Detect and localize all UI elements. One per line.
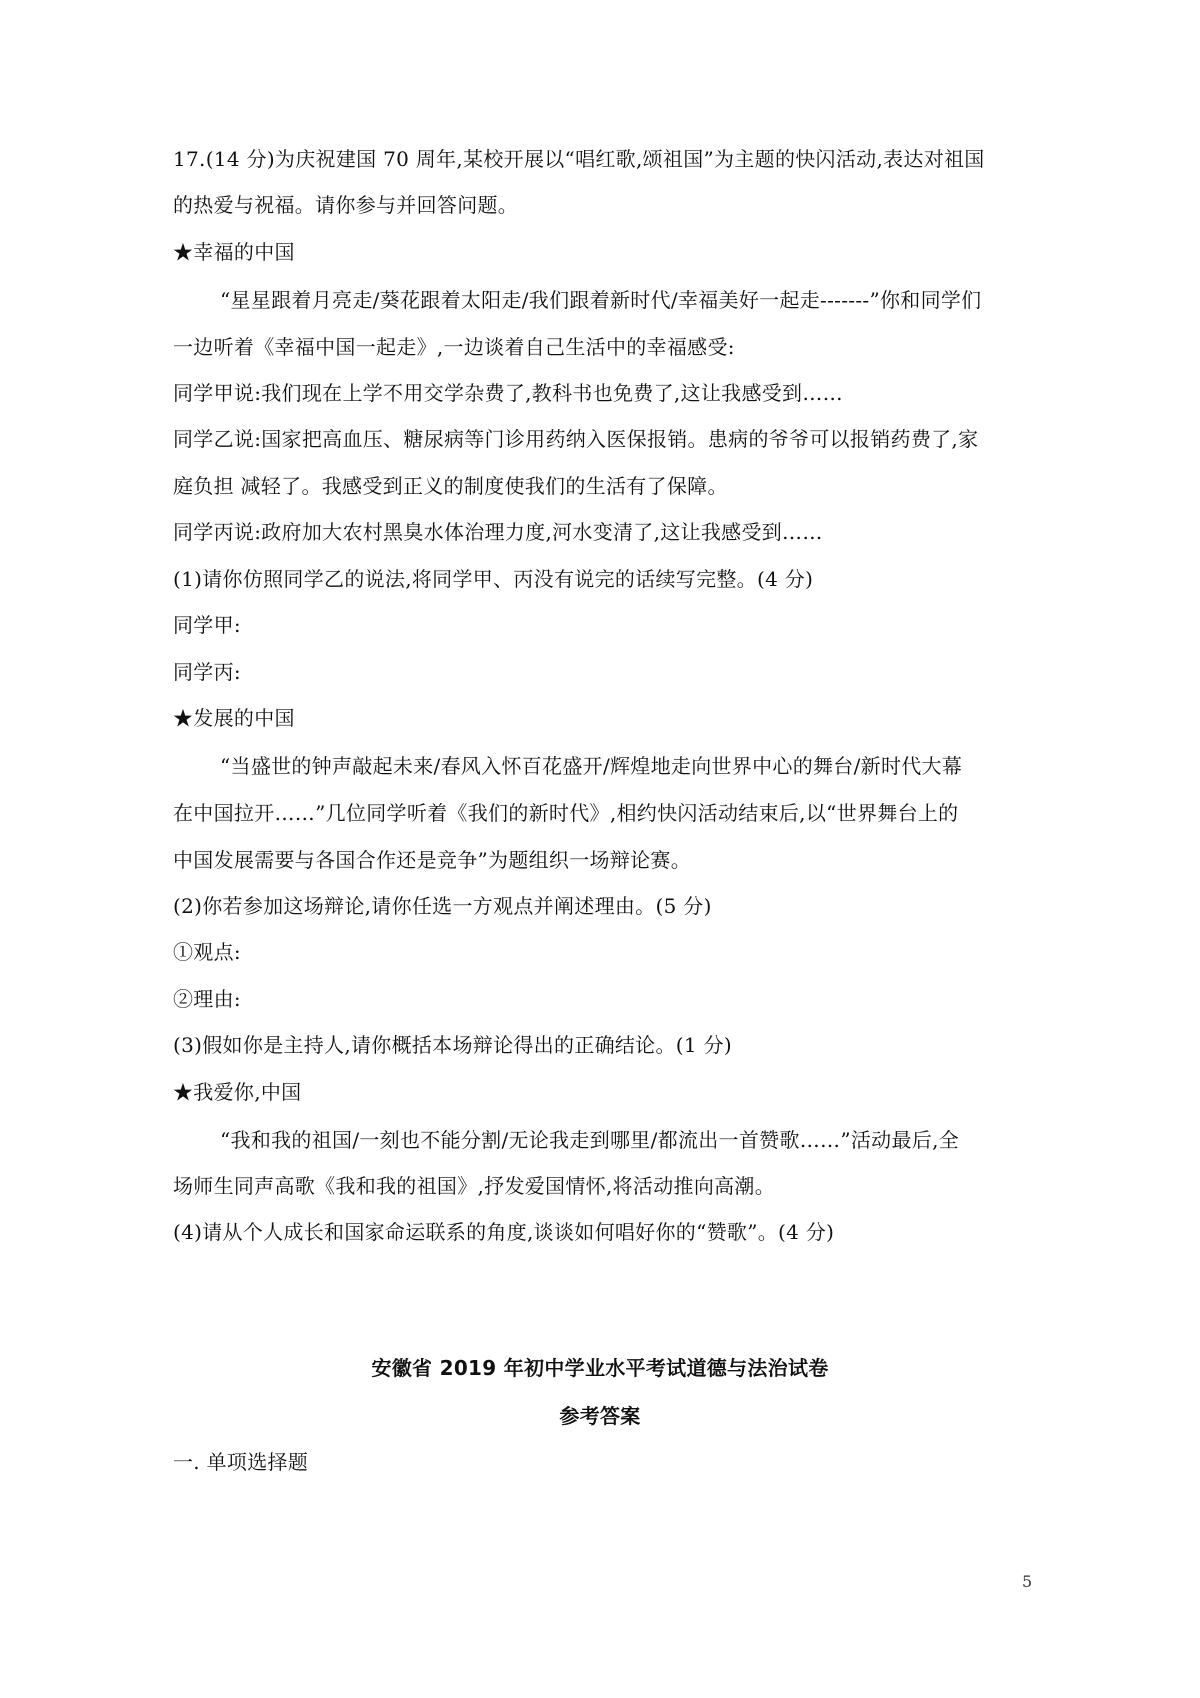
section3-paragraph-line-2: 场师生同声高歌《我和我的祖国》,抒发爱国情怀,将活动推向高潮。 [173,1174,776,1198]
page-number: 5 [1022,1572,1033,1591]
student-a-statement: 同学甲说:我们现在上学不用交学杂费了,教科书也免费了,这让我感受到…… [173,381,843,405]
section-heading-developing-china: ★发展的中国 [173,706,295,730]
question-2: (2)你若参加这场辩论,请你任选一方观点并阐述理由。(5 分) [173,894,712,918]
section2-paragraph-line-2: 在中国拉开……”几位同学听着《我们的新时代》,相约快闪活动结束后,以“世界舞台上的 [173,801,959,825]
question-3: (3)假如你是主持人,请你概括本场辩论得出的正确结论。(1 分) [173,1033,732,1057]
section2-paragraph-line-3: 中国发展需要与各国合作还是竞争”为题组织一场辩论赛。 [173,848,692,872]
answer-key-title: 安徽省 2019 年初中学业水平考试道德与法治试卷 [371,1356,829,1380]
section1-paragraph-line-2: 一边听着《幸福中国一起走》,一边谈着自己生活中的幸福感受: [173,335,735,359]
student-c-statement: 同学丙说:政府加大农村黑臭水体治理力度,河水变清了,这让我感受到…… [173,520,823,544]
section2-paragraph-line-1: “当盛世的钟声敲起未来/春风入怀百花盛开/辉煌地走向世界中心的舞台/新时代大幕 [220,754,963,778]
answer-key-subtitle: 参考答案 [559,1404,641,1428]
answer-label-student-c: 同学丙: [173,660,241,684]
question-1: (1)请你仿照同学乙的说法,将同学甲、丙没有说完的话续写完整。(4 分) [173,567,814,591]
student-b-statement-line-1: 同学乙说:国家把高血压、糖尿病等门诊用药纳入医保报销。患病的爷爷可以报销药费了,家 [173,427,979,451]
section3-paragraph-line-1: “我和我的祖国/一刻也不能分割/无论我走到哪里/都流出一首赞歌……”活动最后,全 [220,1128,960,1152]
question-4: (4)请从个人成长和国家命运联系的角度,谈谈如何唱好你的“赞歌”。(4 分) [173,1220,835,1244]
section1-paragraph-line-1: “星星跟着月亮走/葵花跟着太阳走/我们跟着新时代/幸福美好一起走-------”你和同学们 [220,288,982,312]
question-intro-line-2: 的热爱与祝福。请你参与并回答问题。 [173,193,519,217]
reason-label: ②理由: [173,987,241,1011]
question-intro-line-1: 17.(14 分)为庆祝建国 70 周年,某校开展以“唱红歌,颂祖国”为主题的快闪活动,表达对祖国 [173,147,985,171]
answer-key-section-label: 一. 单项选择题 [173,1450,309,1474]
section-heading-happy-china: ★幸福的中国 [173,240,295,264]
answer-label-student-a: 同学甲: [173,613,241,637]
viewpoint-label: ①观点: [173,940,241,964]
student-b-statement-line-2: 庭负担 减轻了。我感受到正义的制度使我们的生活有了保障。 [173,474,728,498]
section-heading-love-china: ★我爱你,中国 [173,1080,302,1104]
